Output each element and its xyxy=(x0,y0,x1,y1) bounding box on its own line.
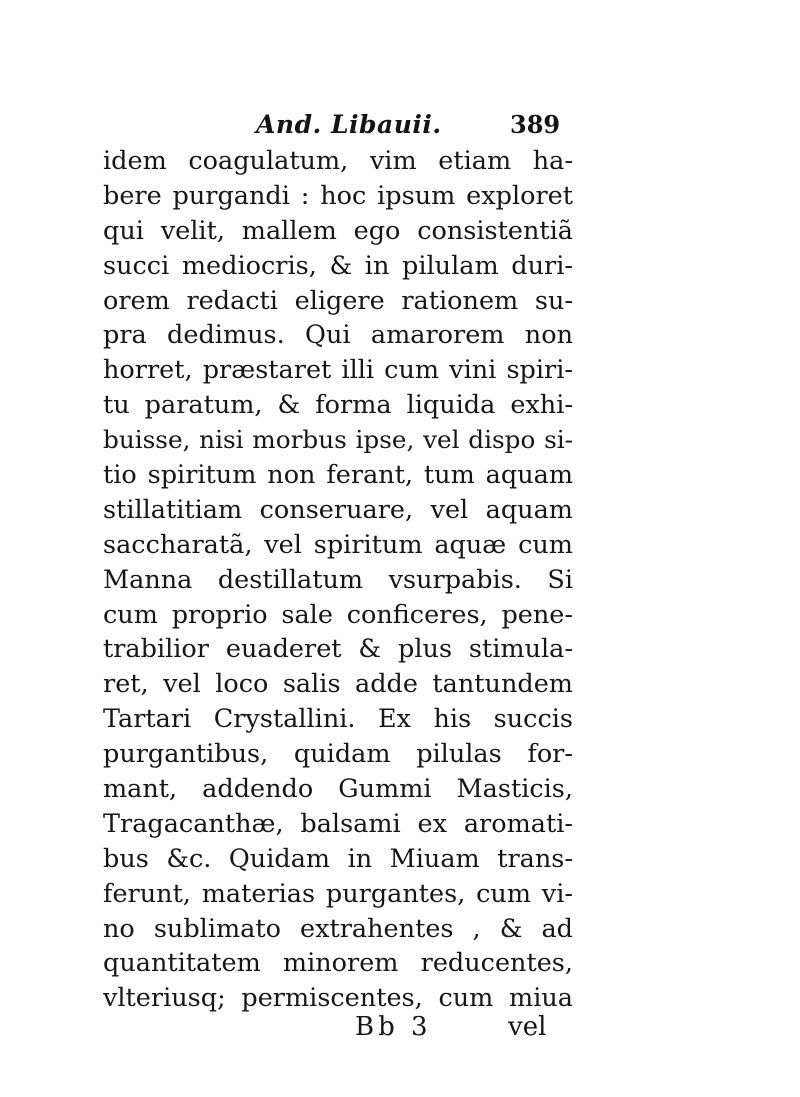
text-line: trabilior euaderet & plus stimula- xyxy=(103,634,573,665)
text-line: buisse, nisi morbus ipse, vel dispo si- xyxy=(103,425,573,455)
text-line: no sublimato extrahentes , & ad xyxy=(103,913,573,944)
text-line: idem coagulatum, vim etiam ha- xyxy=(103,146,573,176)
body-text xyxy=(103,144,573,1016)
text-line: horret, præstaret illi cum vini spiri- xyxy=(103,355,573,386)
text-line: tio spiritum non ferant, tum aquam xyxy=(103,460,573,491)
text-line: purgantibus, quidam pilulas for- xyxy=(103,739,573,770)
text-line: succi mediocris, & in pilulam duri- xyxy=(103,250,573,281)
text-line: bere purgandi : hoc ipsum exploret xyxy=(103,180,573,211)
text-line: qui velit, mallem ego consistentiã xyxy=(103,215,573,246)
page-footer xyxy=(0,1012,800,1056)
signature-mark: Bb 3 xyxy=(355,1012,432,1042)
running-head: And. Libauii. xyxy=(256,110,442,139)
text-line: vlteriusq; permiscentes, cum miua xyxy=(103,983,573,1014)
text-line: Tartari Crystallini. Ex his succis xyxy=(103,704,573,735)
text-line: orem redacti eligere rationem su- xyxy=(103,285,573,316)
text-line: stillatitiam conseruare, vel aquam xyxy=(103,494,573,525)
text-line: Tragacanthæ, balsami ex aromati- xyxy=(103,808,573,839)
text-line: Manna destillatum vsurpabis. Si xyxy=(103,564,573,595)
text-line: ferunt, materias purgantes, cum vi- xyxy=(103,878,573,909)
text-line: ret, vel loco salis adde tantundem xyxy=(103,669,573,700)
page-header xyxy=(0,104,800,144)
text-line: cum proprio sale conficeres, pene- xyxy=(103,599,573,630)
text-line: tu paratum, & forma liquida exhi- xyxy=(103,390,573,421)
page-number: 389 xyxy=(510,110,561,139)
catchword: vel xyxy=(508,1012,547,1042)
text-line: mant, addendo Gummi Masticis, xyxy=(103,774,573,805)
text-line: saccharatã, vel spiritum aquæ cum xyxy=(103,529,573,560)
text-line: bus &c. Quidam in Miuam trans- xyxy=(103,843,573,874)
text-line: pra dedimus. Qui amarorem non xyxy=(103,320,573,351)
text-line: quantitatem minorem reducentes, xyxy=(103,948,573,979)
